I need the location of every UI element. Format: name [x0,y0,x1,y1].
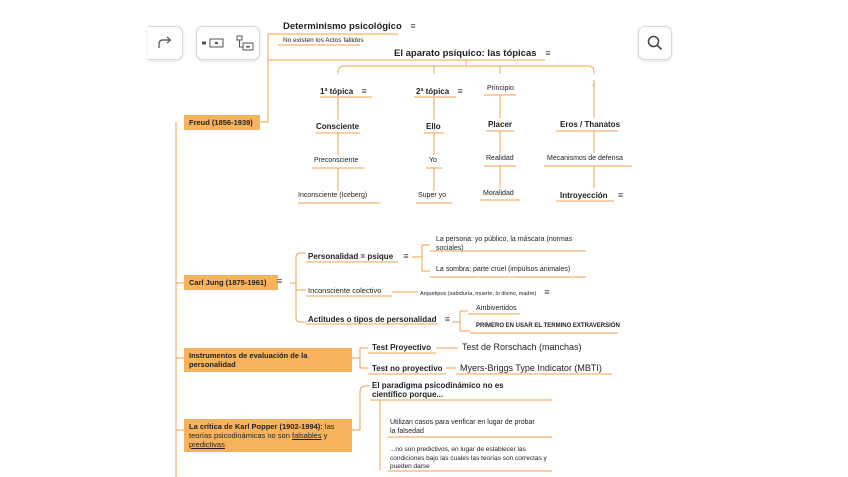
jung-node[interactable]: Carl Jung (1875-1961) [184,275,278,290]
menu-icon[interactable]: ≡ [277,276,283,286]
col1-title[interactable]: 1ª tópica ≡ [320,86,367,96]
col4-item[interactable]: Mecanismos de defensa [547,155,623,162]
no-proyectivo-node[interactable]: Test no proyectivo [372,364,443,373]
node-inline-icon [202,38,224,48]
ambivertidos-node[interactable]: Ambivertidos [476,305,517,312]
paradigma-node[interactable]: El paradigma psicodinámico no es científico porque... [372,381,504,399]
primero-node[interactable]: PRIMERO EN USAR EL TERMINO EXTRAVERSIÓN [476,323,620,329]
casos-node[interactable]: Utilizan casos para verificar en lugar de probar la falsedad [390,419,535,435]
col2-item[interactable]: Yo [429,157,437,164]
col2-title[interactable]: 2ª tópica ≡ [416,86,463,96]
inconsciente-node[interactable]: Inconsciente colectivo [308,286,382,295]
proyectivo-node[interactable]: Test Proyectivo [372,343,431,352]
instrumentos-branch [352,348,368,368]
jung-branch [290,253,306,322]
layout-toolbar [196,26,260,60]
determinismo-node[interactable]: Determinismo psicológico ≡ [283,21,416,32]
no-existen-node[interactable]: No existen los Actos fallidos [283,37,364,44]
col3-item[interactable]: Placer [488,120,513,129]
col1-branch [338,66,594,74]
col2-item[interactable]: Ello [426,122,441,131]
node-inline-button[interactable] [202,38,224,48]
menu-icon[interactable]: ≡ [444,314,450,324]
arquetipos-node[interactable]: Arquetipos (sabiduría, muerte, lo divino, madre) ≡ [420,287,550,297]
predictivos-node[interactable]: ...no son predictivos, en lugar de establecer las condiciones bajo las cuales las teorías son correctas y pueden darse [390,446,547,470]
freud-node[interactable]: Freud (1856-1939) [184,115,260,130]
node-tree-button[interactable] [236,35,254,51]
popper-node[interactable]: La crítica de Karl Popper (1902-1994): las teorías psicodinámicas no son falsables y predictivas [184,419,352,452]
search-button[interactable] [638,26,672,60]
myers-node[interactable]: Myers-Briggs Type Indicator (MBTI) [460,363,602,373]
menu-icon[interactable]: ≡ [617,190,624,200]
freud-connector [258,34,278,122]
instrumentos-node[interactable]: Instrumentos de evaluación de la personalidad [184,348,352,372]
predictivas-link[interactable]: predictivas [189,440,225,449]
search-icon [647,35,663,51]
menu-icon[interactable]: ≡ [403,251,409,261]
col3-item[interactable]: Realidad [486,155,514,162]
col3-item[interactable]: Moralidad [483,190,514,197]
aparato-node[interactable]: El aparato psíquico: las tópicas ≡ [394,48,551,59]
col4-item[interactable]: Introyección ≡ [560,190,624,200]
menu-icon[interactable]: ≡ [544,287,550,297]
menu-icon[interactable]: ≡ [545,48,551,58]
col4-title[interactable]: · [592,82,595,89]
sombra-node[interactable]: La sombra: parte cruel (impulsos animales) [436,266,571,273]
rorschach-node[interactable]: Test de Rorschach (manchas) [462,342,582,352]
redo-icon [157,36,173,50]
actitudes-branch [452,311,470,331]
menu-icon[interactable]: ≡ [410,21,416,31]
col2-item[interactable]: Super yo [418,192,447,199]
redo-button[interactable] [148,26,183,60]
col3-title[interactable]: Principio [487,85,514,92]
col4-item[interactable]: Eros / Thanatos [560,120,621,129]
col1-item[interactable]: Consciente [316,122,360,131]
personalidad-branch [412,245,430,271]
actitudes-node[interactable]: Actitudes o tipos de personalidad ≡ [308,314,450,324]
node-tree-icon [236,35,254,51]
personalidad-node[interactable]: Personalidad = psique ≡ [308,251,409,261]
popper-branch [352,386,370,430]
falsables-link[interactable]: falsables [291,431,322,440]
menu-icon[interactable]: ≡ [457,86,463,96]
col1-item[interactable]: Inconsciente (Iceberg) [298,192,368,199]
persona-node[interactable]: La persona: yo público, la máscara (normas sociales) [436,236,573,252]
menu-icon[interactable]: ≡ [361,86,367,96]
col1-item[interactable]: Preconsciente [314,157,359,164]
